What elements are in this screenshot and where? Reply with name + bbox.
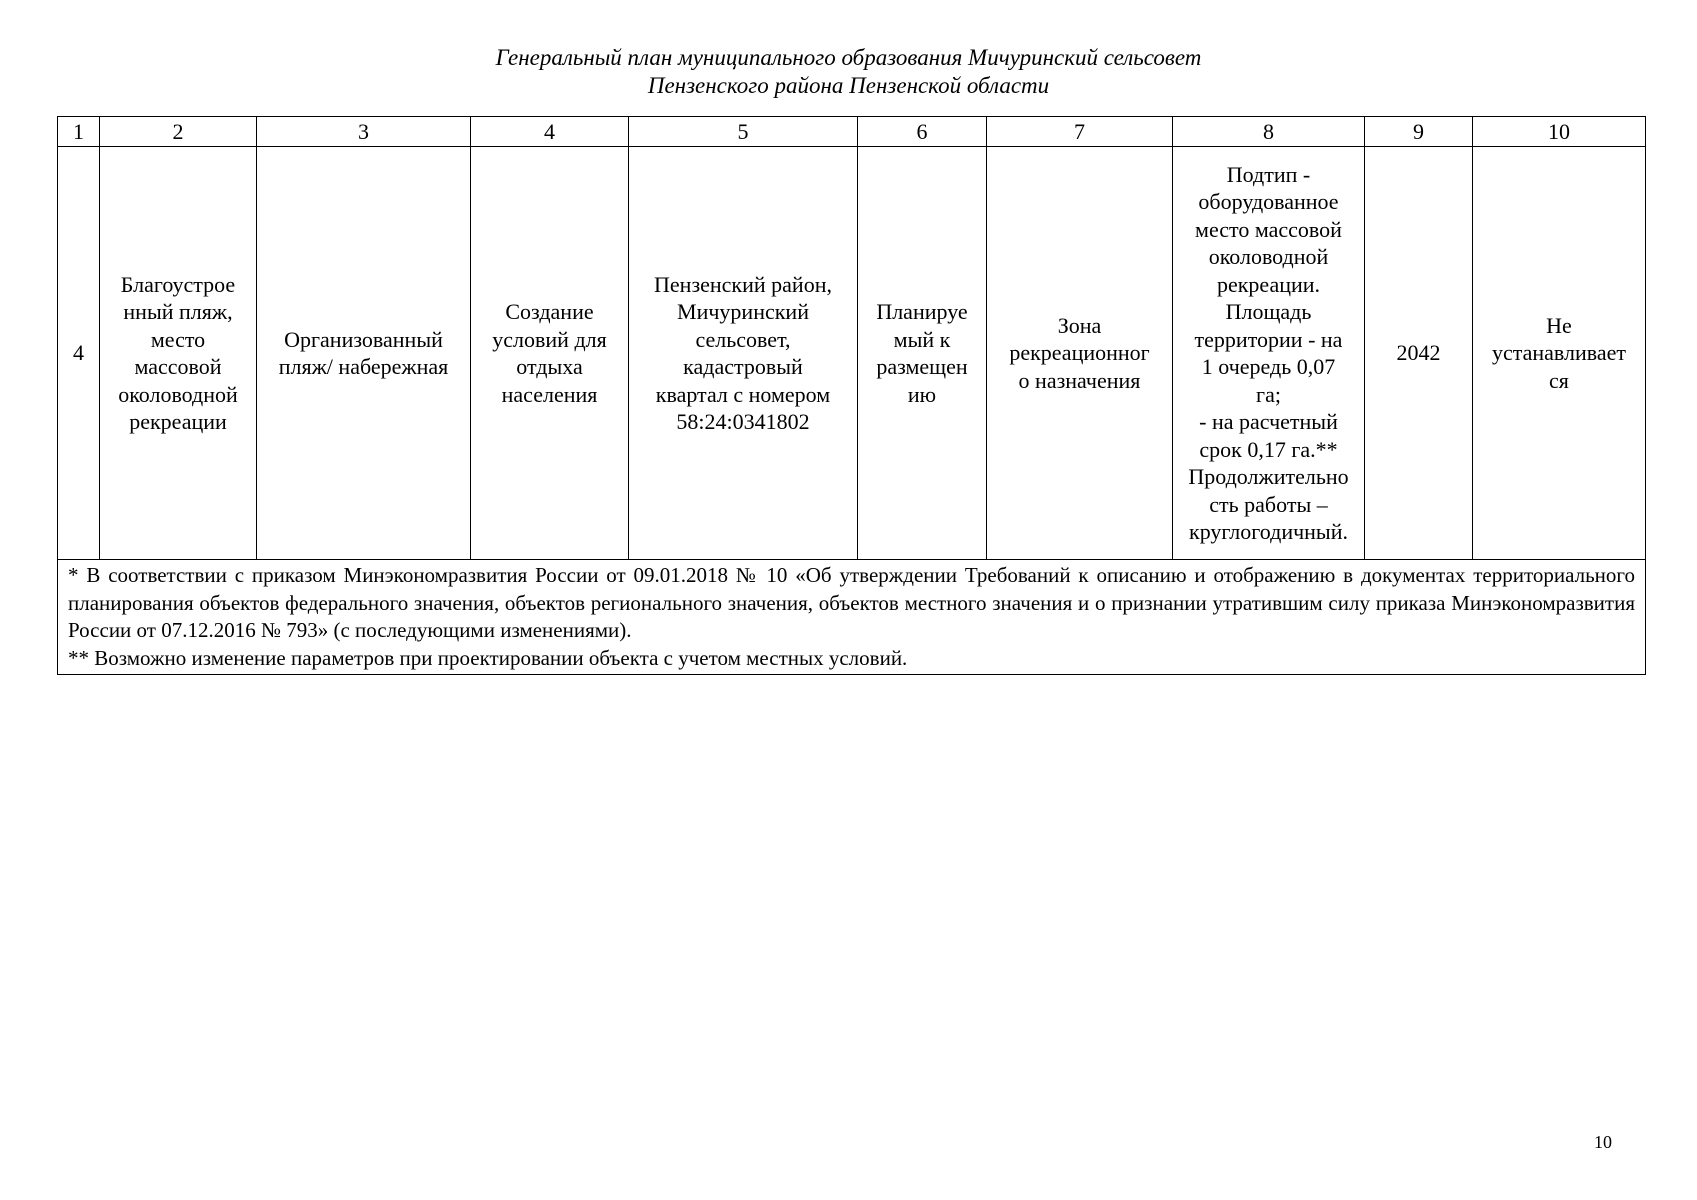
protection-zone: Не устанавливает ся <box>1491 312 1627 393</box>
characteristics: Подтип - оборудованное место массовой околоводной рекреации. Площадь территории - на 1 очередь 0,07 га; - на расчетный срок 0,17 га.** Продолжительно сть работы – круглогодичный. <box>1188 161 1349 544</box>
characteristics-cell <box>1173 147 1365 560</box>
notes-row <box>58 560 1646 675</box>
table-row <box>58 147 1646 560</box>
row-number: 4 <box>73 340 84 366</box>
column-number-4: 4 <box>471 117 629 147</box>
notes-cell <box>58 560 1646 675</box>
object-purpose: Создание условий для отдыха населения <box>492 299 607 407</box>
column-number-2: 2 <box>100 117 257 147</box>
column-number-5: 5 <box>629 117 858 147</box>
status-cell <box>858 147 987 560</box>
page-number: 10 <box>1594 1132 1612 1152</box>
zone-cell <box>987 147 1173 560</box>
column-number-10: 10 <box>1473 117 1646 147</box>
protection-zone-cell <box>1473 147 1646 560</box>
year: 2042 <box>1396 340 1441 366</box>
footnote-1: * В соответствии с приказом Минэкономразвития России от 09.01.2018 № 10 «Об утверждении Требований к описанию и отображению в документах территориального планирования объектов федерального значения, объектов регионального значения, объектов местного значения и о признании утратившим силу приказа Минэкономразвития России от 07.12.2016 № 793» (с последующими изменениями). <box>68 563 1635 642</box>
column-number-8: 8 <box>1173 117 1365 147</box>
status: Планируе мый к размещен ию <box>876 299 968 407</box>
column-number-3: 3 <box>257 117 471 147</box>
column-number-7: 7 <box>987 117 1173 147</box>
object-purpose-cell <box>471 147 629 560</box>
column-number-1: 1 <box>58 117 100 147</box>
year-cell <box>1365 147 1473 560</box>
column-number-6: 6 <box>858 117 987 147</box>
column-number-row <box>58 117 1646 147</box>
object-name-cell <box>100 147 257 560</box>
object-type: Организованный пляж/ набережная <box>278 326 449 379</box>
footnote-2: ** Возможно изменение параметров при проектировании объекта с учетом местных условий. <box>68 645 908 670</box>
header-line-1: Генеральный план муниципального образования Мичуринский сельсовет <box>495 45 1202 70</box>
column-number-9: 9 <box>1365 117 1473 147</box>
object-type-cell <box>257 147 471 560</box>
row-number-cell <box>58 147 100 560</box>
location-cell <box>629 147 858 560</box>
zone: Зона рекреационног о назначения <box>1009 312 1150 393</box>
object-name: Благоустрое нный пляж, место массовой околоводной рекреации <box>118 271 238 434</box>
location: Пензенский район, Мичуринский сельсовет, кадастровый квартал с номером 58:24:0341802 <box>654 271 832 434</box>
objects-table <box>57 116 1646 675</box>
document-header <box>0 44 1697 100</box>
header-line-2: Пензенского района Пензенской области <box>647 73 1050 98</box>
